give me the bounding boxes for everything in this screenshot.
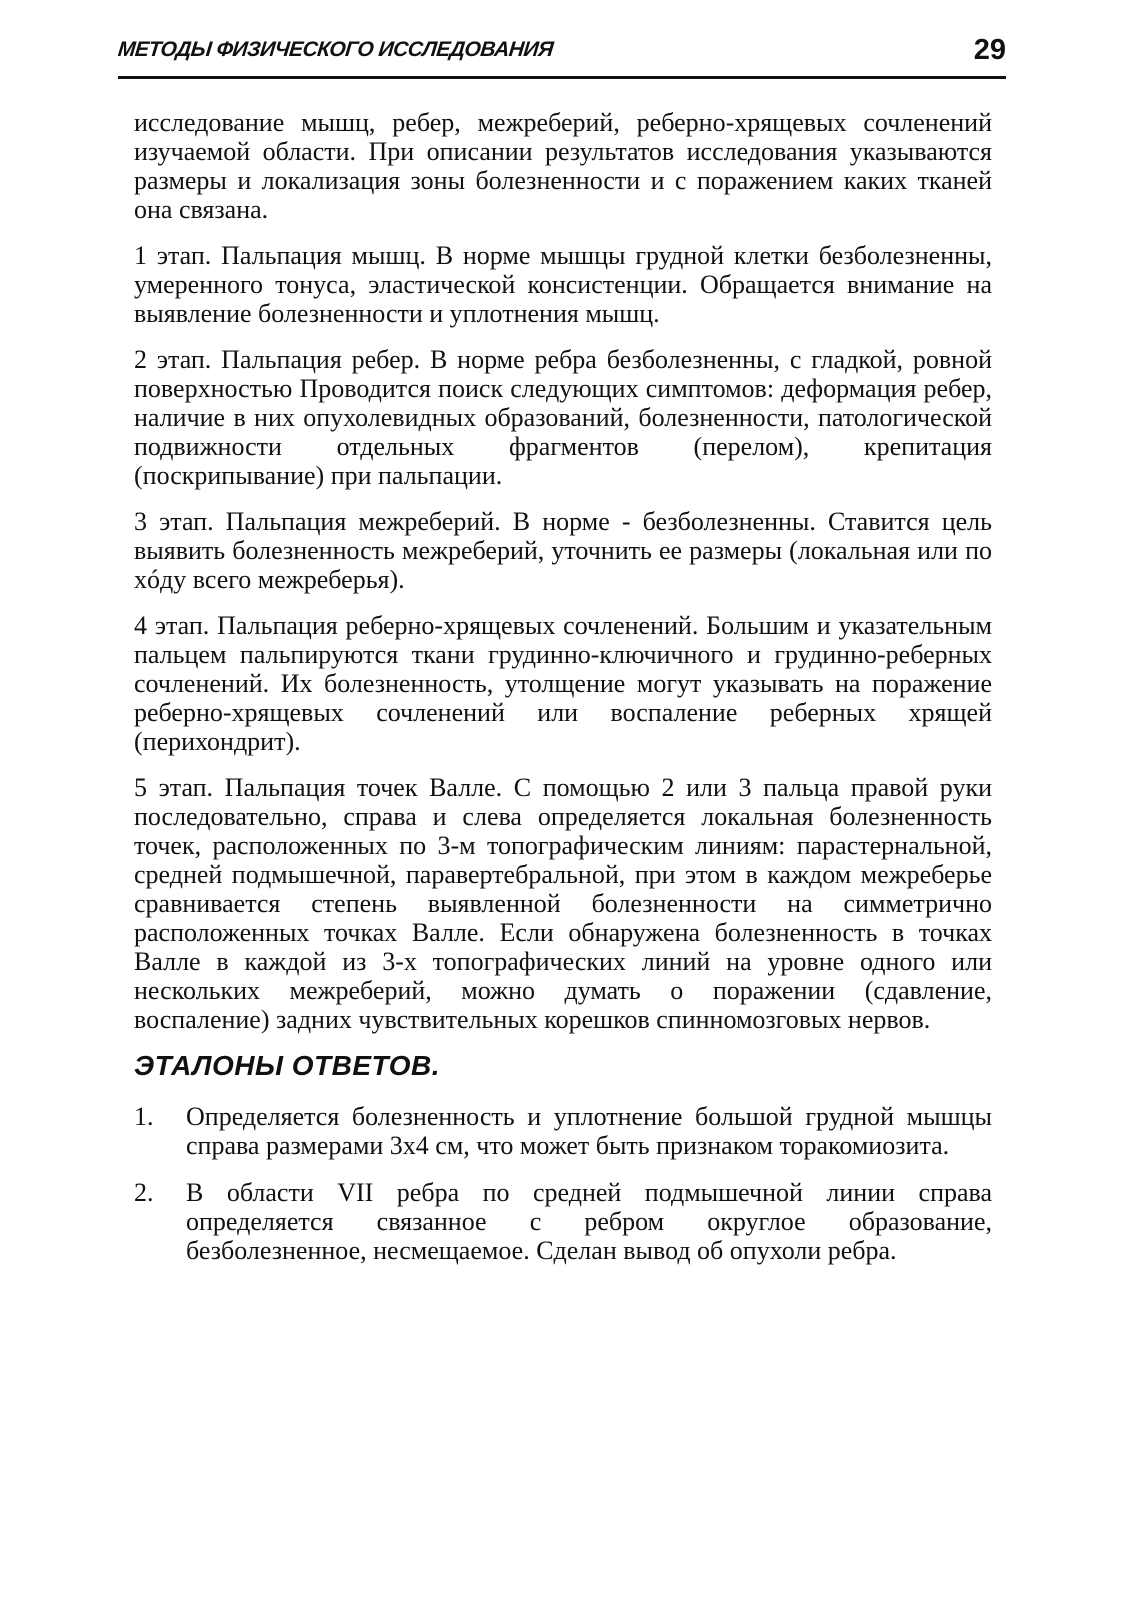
answer-number: 1. (134, 1102, 154, 1131)
paragraph-stage-2: 2 этап. Пальпация ребер. В норме ребра безболезненны, с гладкой, ровной поверхностью Проводится поиск следующих симптомов: деформация ребер, наличие в них опухолевидных образований, болезненности, патологической подвижности отдельных фрагментов (перелом), крепитация (поскрипывание) при пальпации. (134, 345, 992, 490)
paragraph-intro: исследование мышц, ребер, межреберий, реберно-хрящевых сочленений изучаемой области. При описании результатов исследования указываются размеры и локализация зоны болезненности и с поражением каких тканей она связана. (134, 108, 992, 224)
paragraph-stage-5: 5 этап. Пальпация точек Валле. С помощью 2 или 3 пальца правой руки последовательно, справа и слева определяется локальная болезненность точек, расположенных по 3-м топографическим линиям: парастернальной, средней подмышечной, паравертебральной, при этом в каждом межреберье сравнивается степень выявленной болезненности на симметрично расположенных точках Валле. Если обнаружена болезненность в точках Валле в каждой из 3-х топографических линий на уровне одного или нескольких межреберий, можно думать о поражении (сдавление, воспаление) задних чувствительных корешков спинномозговых нервов. (134, 773, 992, 1034)
paragraph-stage-1: 1 этап. Пальпация мышц. В норме мышцы грудной клетки безболезненны, умеренного тонуса, эластической консистенции. Обращается внимание на выявление болезненности и уплотнения мышц. (134, 241, 992, 328)
paragraph-stage-4: 4 этап. Пальпация реберно-хрящевых сочленений. Большим и указательным пальцем пальпируются ткани грудинно-ключичного и грудинно-реберных сочленений. Их болезненность, утолщение могут указывать на поражение реберно-хрящевых сочленений или воспаление реберных хрящей (перихондрит). (134, 611, 992, 756)
paragraph-stage-3: 3 этап. Пальпация межреберий. В норме - безболезненны. Ставится цель выявить болезненность межреберий, уточнить ее размеры (локальная или по хóду всего межреберья). (134, 507, 992, 594)
answer-item (134, 1178, 992, 1265)
answer-text: В области VII ребра по средней подмышечной линии справа определяется связанное с ребром округлое образование, безболезненное, несмещаемое. Сделан вывод об опухоли ребра. (186, 1178, 992, 1265)
page-number: 29 (973, 34, 1006, 66)
body-text (134, 108, 992, 1283)
answer-item (134, 1102, 992, 1160)
answer-number: 2. (134, 1178, 154, 1207)
header-rule (118, 76, 1006, 79)
running-head (118, 34, 1006, 74)
answers-heading: ЭТАЛОНЫ ОТВЕТОВ. (134, 1050, 441, 1081)
running-title: МЕТОДЫ ФИЗИЧЕСКОГО ИССЛЕДОВАНИЯ (116, 38, 555, 61)
answer-text: Определяется болезненность и уплотнение большой грудной мышцы справа размерами 3х4 см, что может быть признаком торакомиозита. (186, 1102, 992, 1160)
